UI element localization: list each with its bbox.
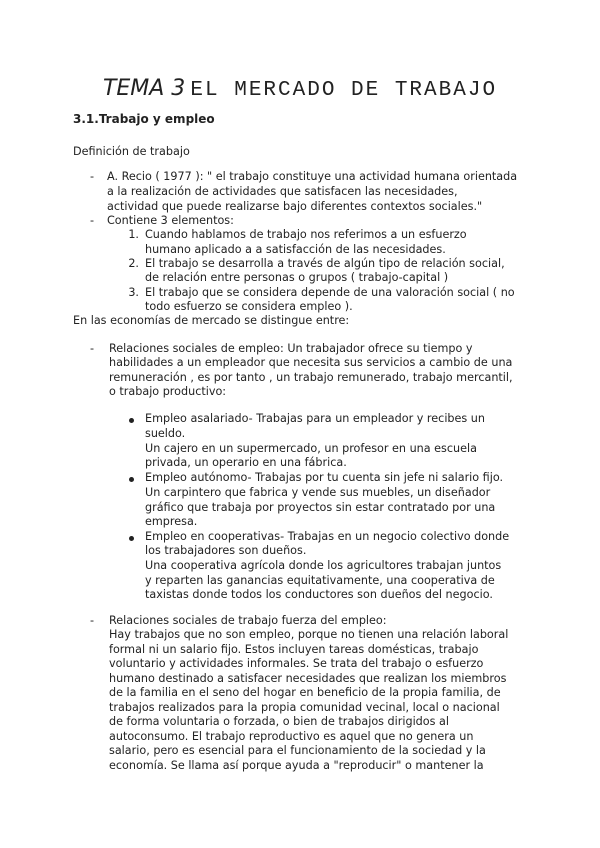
element-number: 2. — [128, 257, 139, 270]
dash-bullet: - — [90, 614, 95, 627]
recio-line: actividad que puede realizarse bajo diferentes contextos sociales." — [107, 200, 483, 213]
employment-line: Relaciones sociales de empleo: Un trabajador ofrece su tiempo y — [109, 342, 473, 355]
section-heading: 3.1.Trabajo y empleo — [73, 112, 215, 126]
employment-type-line: Empleo en cooperativas- Trabajas en un negocio colectivo donde — [145, 530, 510, 543]
outside-line: formal ni un salario fijo. Estos incluyen tareas domésticas, trabajo — [109, 643, 479, 656]
element-line: todo esfuerzo se considera empleo ). — [145, 300, 353, 313]
outside-line: de forma voluntaria o forzada, o bien de trabajos dirigidos al — [109, 715, 449, 728]
bullet-dot — [129, 418, 134, 423]
market-intro: En las economías de mercado se distingue entre: — [73, 314, 350, 327]
employment-line: remuneración , es por tanto , un trabajo remunerado, trabajo mercantil, — [109, 371, 513, 384]
bullet-dot — [129, 477, 134, 482]
element-line: El trabajo se desarrolla a través de algún tipo de relación social, — [145, 257, 505, 270]
page-title — [0, 74, 600, 106]
employment-type-line: y reparten las ganancias equitativamente, una cooperativa de — [145, 574, 495, 587]
employment-type-line: Empleo autónomo- Trabajas por tu cuenta sin jefe ni salario fijo. — [145, 471, 504, 484]
dash-bullet: - — [90, 342, 95, 355]
dash-bullet: - — [90, 214, 95, 227]
employment-type-line: taxistas donde todos los conductores son dueños del negocio. — [145, 588, 493, 601]
element-line: Cuando hablamos de trabajo nos referimos a un esfuerzo — [145, 228, 467, 241]
employment-type-line: Empleo asalariado- Trabajas para un empleador y recibes un — [145, 412, 485, 425]
element-number: 1. — [128, 228, 139, 241]
outside-line: autoconsumo. El trabajo reproductivo es aquel que no genera un — [109, 730, 474, 743]
employment-type-line: privada, un operario en una fábrica. — [145, 456, 347, 469]
employment-line: habilidades a un empleador que necesita sus servicios a cambio de una — [109, 356, 513, 369]
employment-type-line: Una cooperativa agrícola donde los agricultores trabajan juntos — [145, 559, 502, 572]
employment-type-line: Un carpintero que fabrica y vende sus muebles, un diseñador — [145, 486, 491, 499]
title-topic-name: EL MERCADO DE TRABAJO — [190, 79, 498, 102]
recio-line: a la realización de actividades que satisfacen las necesidades, — [107, 185, 458, 198]
employment-type-line: gráfico que trabaja por proyectos sin estar contratado por una — [145, 501, 496, 514]
title-topic-number: TEMA 3 — [102, 76, 186, 101]
outside-line: humano destinado a satisfacer necesidades que realizan los miembros — [109, 672, 507, 685]
recio-line: A. Recio ( 1977 ): " el trabajo constituye una actividad humana orientada — [107, 170, 518, 183]
outside-line: de la familia en el seno del hogar en beneficio de la propia familia, de — [109, 686, 501, 699]
outside-line: voluntario y actividades informales. Se trata del trabajo o esfuerzo — [109, 657, 484, 670]
employment-type-line: Un cajero en un supermercado, un profesor en una escuela — [145, 442, 477, 455]
employment-type-line: sueldo. — [145, 427, 186, 440]
dash-bullet: - — [90, 170, 95, 183]
element-number: 3. — [128, 286, 139, 299]
employment-type-line: empresa. — [145, 515, 198, 528]
outside-line: salario, pero es esencial para el funcionamiento de la sociedad y la — [109, 744, 486, 757]
employment-type-line: los trabajadores son dueños. — [145, 544, 307, 557]
element-line: humano aplicado a a satisfacción de las necesidades. — [145, 243, 446, 256]
element-line: El trabajo que se considera depende de una valoración social ( no — [145, 286, 515, 299]
outside-line: trabajos realizados para la propia comunidad vecinal, local o nacional — [109, 701, 500, 714]
elements-intro: Contiene 3 elementos: — [107, 214, 234, 227]
element-line: de relación entre personas o grupos ( trabajo-capital ) — [145, 271, 449, 284]
outside-line: economía. Se llama así porque ayuda a "reproducir" o mantener la — [109, 759, 484, 772]
employment-line: o trabajo productivo: — [109, 385, 227, 398]
definition-label: Definición de trabajo — [73, 145, 190, 158]
outside-line: Hay trabajos que no son empleo, porque no tienen una relación laboral — [109, 628, 509, 641]
outside-line: Relaciones sociales de trabajo fuerza del empleo: — [109, 614, 387, 627]
bullet-dot — [129, 536, 134, 541]
